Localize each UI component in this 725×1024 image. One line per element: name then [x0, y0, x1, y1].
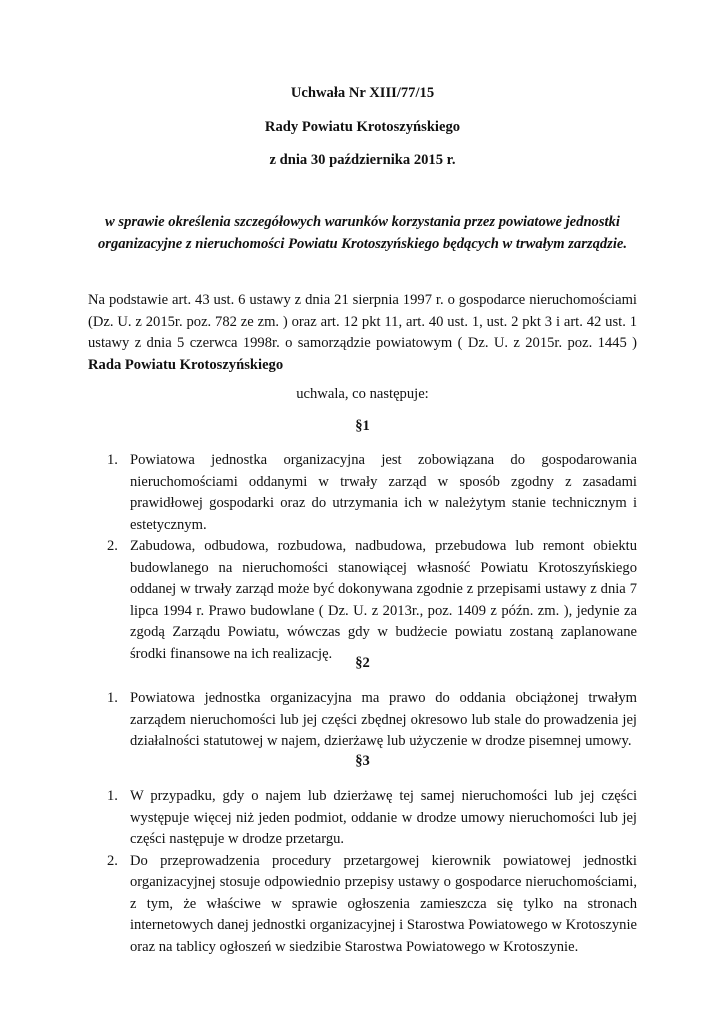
resolution-date: z dnia 30 października 2015 r. — [269, 152, 456, 168]
item-text: Do przeprowadzenia procedury przetargowej kierownik powiatowej jednostki organizacyjnej stosuje odpowiednio przepisy ustawy o gospodarce nieruchomościami, z tym, że właściwe w sprawie ogłoszenia zamieszcza się tylko na stronach internetowych danej jednostki organizacyjnej i Starostwa Powiatowego w Krotoszynie oraz na tablicy ogłoszeń w siedzibie Starostwa Powiatowego w Krotoszynie. — [130, 852, 637, 955]
legal-basis — [88, 290, 637, 376]
list-item — [88, 688, 637, 753]
item-number: 1. — [107, 788, 118, 804]
council-name-bold: Rada Powiatu Krotoszyńskiego — [88, 356, 284, 373]
legal-basis-line-2: (Dz. U. z 2015r. poz. 782 ze zm. ) oraz art. 12 pkt 11, art. 40 ust. 1, ust. 2 pkt 3 i art. 42 ust. 1 — [88, 313, 637, 330]
council-name-heading: Rady Powiatu Krotoszyńskiego — [264, 119, 461, 135]
legal-basis-line-3: ustawy z dnia 5 czerwca 1998r. o samorządzie powiatowym ( Dz. U. z 2015r. poz. 1445 ) — [88, 335, 637, 351]
subject-line-1: w sprawie określenia szczegółowych warunków korzystania przez powiatowe jednostki — [105, 214, 620, 230]
resolution-subject — [0, 211, 725, 255]
section-3-list — [88, 786, 637, 958]
item-number: 2. — [107, 852, 118, 869]
resolves-phrase: uchwala, co następuje: — [296, 386, 429, 402]
section-1-list — [88, 450, 637, 665]
section-1-heading: §1 — [355, 418, 370, 434]
list-item — [88, 536, 637, 665]
section-2-heading: §2 — [355, 655, 370, 671]
section-2-list — [88, 688, 637, 753]
item-number: 1. — [107, 690, 118, 706]
item-text: W przypadku, gdy o najem lub dzierżawę tej samej nieruchomości lub jej części występuje więcej niż jeden podmiot, oddanie w drodze umowy nieruchomości lub jej części następuje w drodze przetargu. — [130, 788, 637, 847]
item-number: 1. — [107, 452, 118, 468]
legal-basis-line-1: Na podstawie art. 43 ust. 6 ustawy z dnia 21 sierpnia 1997 r. o gospodarce nieruchomościami — [88, 292, 637, 308]
item-text: Zabudowa, odbudowa, rozbudowa, nadbudowa, przebudowa lub remont obiektu budowlanego na nieruchomości stanowiącej własność Powiatu Krotoszyńskiego oddanej w trwały zarząd może być dokonywana zgodnie z przepisami ustawy z dnia 7 lipca 1994 r. Prawo budowlane ( Dz. U. z 2013r., poz. 1409 z późn. zm. ), jedynie za zgodą Zarządu Powiatu, wówczas gdy w budżecie powiatu zostaną zaplanowane środki finansowe na ich realizację. — [130, 538, 637, 662]
list-item — [88, 450, 637, 536]
resolution-title: Uchwała Nr XIII/77/15 — [290, 85, 435, 101]
item-text: Powiatowa jednostka organizacyjna ma prawo do oddania obciążonej trwałym zarządem nieruchomości lub jej części zbędnej okresowo lub stale do prowadzenia jej działalności statutowej w najem, dzierżawę lub użyczenie w drodze pisemnej umowy. — [130, 690, 637, 749]
list-item — [88, 851, 637, 959]
list-item — [88, 786, 637, 851]
section-3-heading: §3 — [355, 753, 370, 769]
item-number: 2. — [107, 538, 118, 554]
subject-line-2: organizacyjne z nieruchomości Powiatu Krotoszyńskiego będących w trwałym zarządzie. — [97, 236, 628, 252]
item-text: Powiatowa jednostka organizacyjna jest zobowiązana do gospodarowania nieruchomościami oddanymi w trwały zarząd w sposób zgodny z zasadami prawidłowej gospodarki oraz do utrzymania ich w należytym stanie technicznym i estetycznym. — [130, 452, 637, 533]
